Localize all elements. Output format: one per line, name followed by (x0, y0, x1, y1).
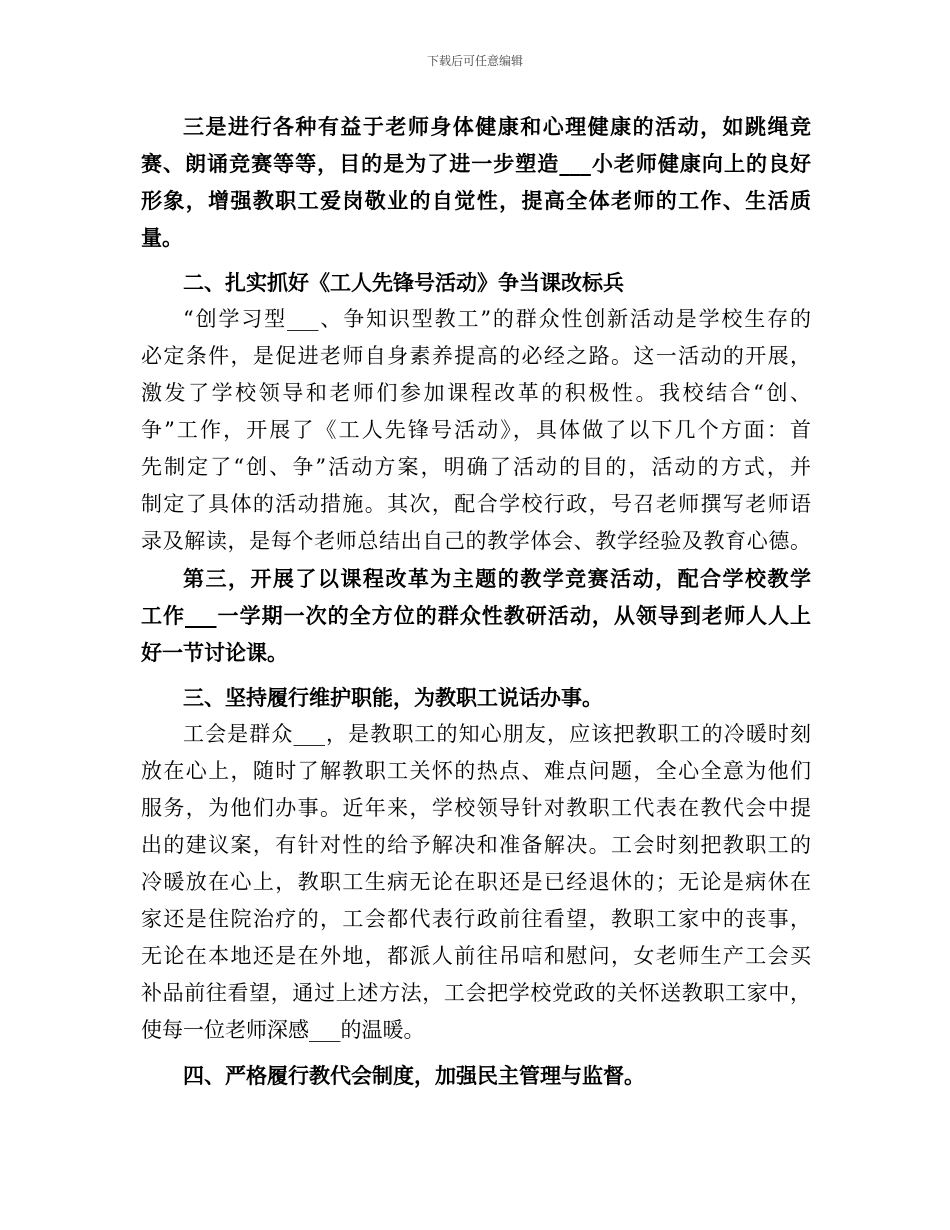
text-line: 无论在本地还是在外地，都派人前往吊唁和慰问，女老师生产工会买 (141, 944, 811, 968)
text-line: 冷暖放在心上，教职工生病无论在职还是已经退休的；无论是病休在 (141, 870, 811, 894)
heading-line: 第三，开展了以课程改革为主题的教学竞赛活动，配合学校教学 (183, 566, 811, 591)
heading-line: 三是进行各种有益于老师身体健康和心理健康的活动，如跳绳竞 (183, 114, 811, 139)
text-line: 出的建议案，有针对性的给予解决和准备解决。工会时刻把教职工的 (141, 833, 811, 857)
heading-line: 二、扎实抓好《工人先锋号活动》争当课改标兵 (183, 270, 624, 295)
text-line: 激发了学校领导和老师们参加课程改革的积极性。我校结合“创、 (141, 381, 811, 405)
text-line: 使每一位老师深感___的温暖。 (141, 1018, 425, 1042)
heading-line: 形象，增强教职工爱岗敬业的自觉性，提高全体老师的工作、生活质 (141, 188, 811, 213)
text-line: 必定条件，是促进老师自身素养提高的必经之路。这一活动的开展， (141, 344, 811, 368)
heading-line: 赛、朗诵竞赛等等，目的是为了进一步塑造___小老师健康向上的良好 (141, 151, 811, 176)
document-body (141, 108, 811, 1094)
text-line: 家还是住院治疗的，工会都代表行政前往看望，教职工家中的丧事， (141, 907, 811, 931)
text-line: 服务，为他们办事。近年来，学校领导针对教职工代表在教代会中提 (141, 796, 811, 820)
heading-line: 量。 (141, 225, 183, 250)
text-line: 制定了具体的活动措施。其次，配合学校行政，号召老师撰写老师语 (141, 492, 811, 516)
heading-line: 三、坚持履行维护职能，为教职工说话办事。 (183, 685, 603, 710)
text-line: 先制定了“创、争”活动方案，明确了活动的目的，活动的方式，并 (141, 455, 811, 479)
text-line: 争”工作，开展了《工人先锋号活动》，具体做了以下几个方面：首 (141, 418, 811, 442)
text-line: 放在心上，随时了解教职工关怀的热点、难点问题，全心全意为他们 (141, 759, 811, 783)
heading-line: 工作___一学期一次的全方位的群众性教研活动，从领导到老师人人上 (141, 603, 811, 628)
page-header: 下载后可任意编辑 (426, 54, 523, 68)
text-line: “创学习型___、争知识型教工”的群众性创新活动是学校生存的 (183, 307, 811, 331)
heading-line: 好一节讨论课。 (141, 640, 288, 665)
text-line: 工会是群众___，是教职工的知心朋友，应该把教职工的冷暖时刻 (183, 722, 811, 746)
text-line: 录及解读，是每个老师总结出自己的教学体会、教学经验及教育心德。 (141, 529, 811, 553)
text-line: 补品前往看望，通过上述方法，工会把学校党政的关怀送教职工家中， (141, 981, 811, 1005)
heading-line: 四、严格履行教代会制度，加强民主管理与监督。 (183, 1063, 645, 1088)
